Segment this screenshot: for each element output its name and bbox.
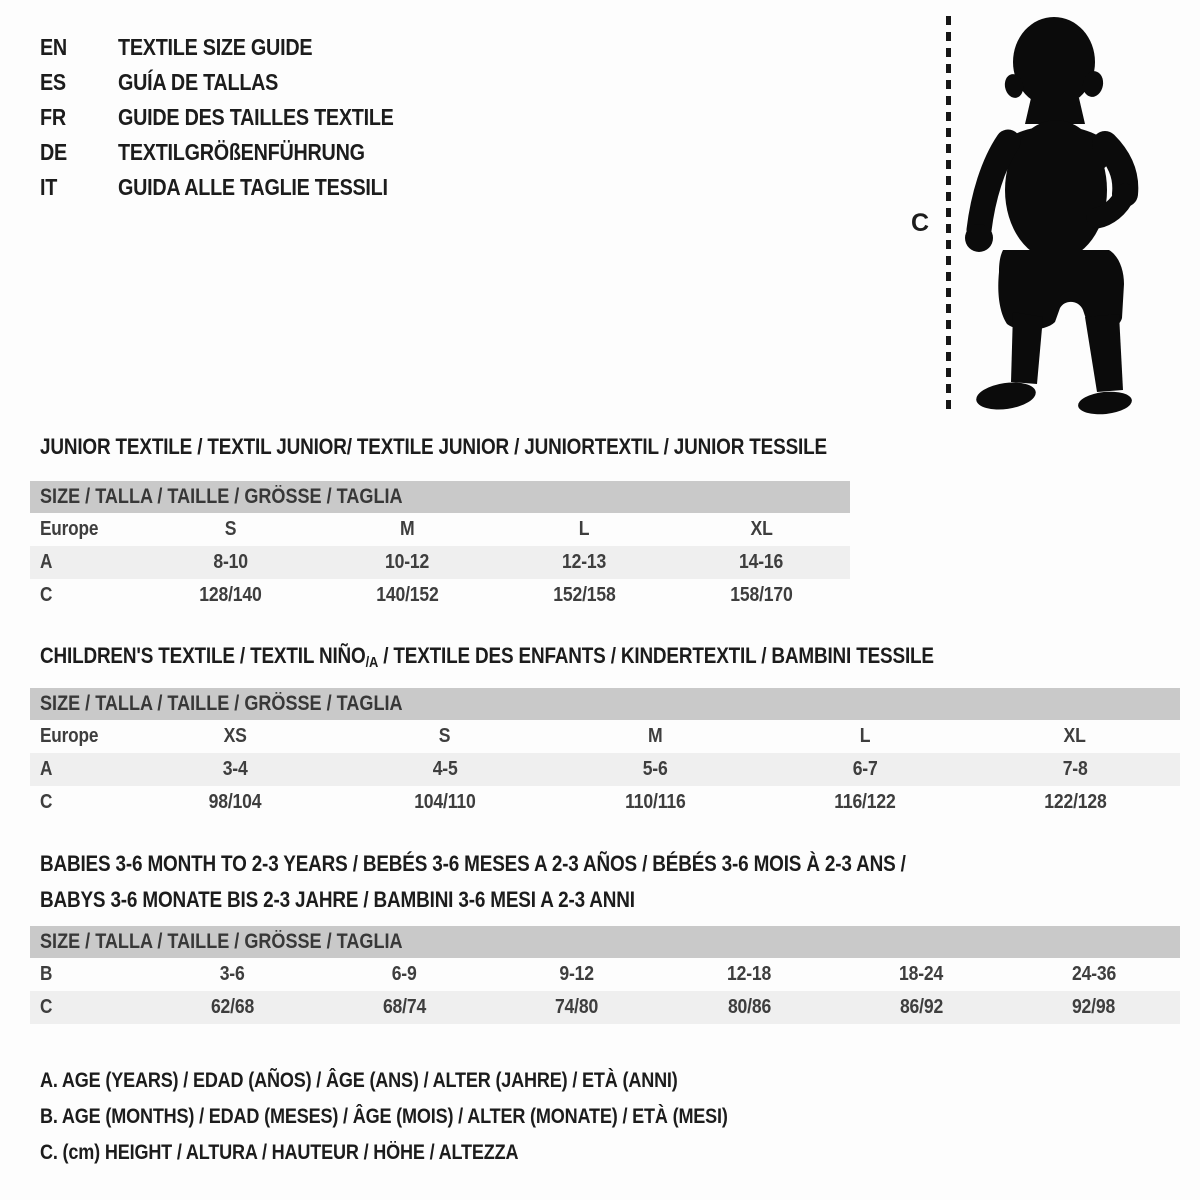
language-code-text: ES	[40, 69, 66, 95]
size-header-bar	[30, 926, 1180, 958]
value-cell	[760, 753, 970, 786]
value-cell	[491, 991, 663, 1024]
legend-line-a	[40, 1064, 781, 1098]
cell-text: 86/92	[899, 996, 944, 1018]
value-cell	[970, 753, 1180, 786]
cell-text: B	[40, 963, 53, 985]
language-title	[118, 170, 432, 205]
size-cell	[550, 720, 760, 753]
table-row	[30, 579, 850, 612]
value-cell	[318, 958, 490, 991]
language-code-text: FR	[40, 104, 66, 130]
cell-text: 8-10	[213, 551, 248, 573]
cell-text: XL	[1063, 725, 1087, 747]
cell-text: 24-36	[1071, 963, 1116, 985]
cell-text: S	[439, 725, 451, 747]
cell-text: 140/152	[376, 584, 439, 606]
height-measure-label: C	[911, 209, 930, 237]
cell-text: S	[224, 518, 237, 540]
value-cell	[663, 991, 835, 1024]
value-cell	[835, 991, 1007, 1024]
size-cell	[760, 720, 970, 753]
title-prefix: CHILDREN'S TEXTILE / TEXTIL NIÑO	[40, 643, 366, 668]
row-label-cell	[30, 958, 146, 991]
cell-text: Europe	[40, 725, 99, 747]
children-table-title-text	[40, 642, 934, 673]
height-measure-line	[946, 16, 951, 416]
value-cell	[130, 753, 340, 786]
language-code-text: DE	[40, 139, 67, 165]
size-cell	[970, 720, 1180, 753]
table-row	[30, 513, 850, 546]
toddler-silhouette	[953, 12, 1153, 416]
babies-table-title-line2: BABYS 3-6 MONATE BIS 2-3 JAHRE / BAMBINI 3-6 MESI A 2-3 ANNI	[40, 887, 635, 912]
row-label-cell	[30, 513, 142, 546]
cell-text: 98/104	[208, 791, 262, 813]
value-cell	[340, 753, 550, 786]
size-cell	[496, 513, 673, 546]
language-code	[40, 135, 71, 170]
legend-line-a-text: A. AGE (YEARS) / EDAD (AÑOS) / ÂGE (ANS) / ALTER (JAHRE) / ETÀ (ANNI)	[40, 1069, 678, 1092]
cell-text: C	[40, 996, 53, 1018]
row-label-cell	[30, 753, 130, 786]
cell-text: 6-9	[392, 963, 417, 985]
cell-text: XS	[223, 725, 247, 747]
title-suffix: / TEXTILE DES ENFANTS / KINDERTEXTIL / BAMBINI TESSILE	[378, 643, 934, 668]
cell-text: 10-12	[385, 551, 430, 573]
table-row	[30, 991, 1180, 1024]
cell-text: A	[40, 758, 53, 780]
cell-text: C	[40, 791, 53, 813]
language-code-text: EN	[40, 34, 67, 60]
language-code	[40, 30, 71, 65]
cell-text: 6-7	[852, 758, 878, 780]
size-cell	[142, 513, 319, 546]
size-cell	[340, 720, 550, 753]
cell-text: 4-5	[432, 758, 458, 780]
cell-text: 12-18	[727, 963, 772, 985]
value-cell	[340, 786, 550, 819]
cell-text: 12-13	[562, 551, 607, 573]
cell-text: 80/86	[727, 996, 771, 1018]
cell-text: 104/110	[414, 791, 476, 813]
language-code	[40, 65, 70, 100]
value-cell	[130, 786, 340, 819]
cell-text: 68/74	[382, 996, 427, 1018]
value-cell	[319, 579, 496, 612]
cell-text: M	[647, 725, 663, 747]
language-title	[118, 100, 439, 135]
table-row	[30, 958, 1180, 991]
table-row	[30, 720, 1180, 753]
table-row	[30, 786, 1180, 819]
children-table-title	[40, 642, 1079, 673]
table-row	[30, 546, 850, 579]
value-cell	[142, 546, 319, 579]
value-cell	[146, 991, 318, 1024]
cell-text: 110/116	[624, 791, 686, 813]
language-code	[40, 170, 60, 205]
value-cell	[760, 786, 970, 819]
cell-text: Europe	[40, 518, 99, 540]
junior-table-title-text: JUNIOR TEXTILE / TEXTIL JUNIOR/ TEXTILE JUNIOR / JUNIORTEXTIL / JUNIOR TESSILE	[40, 434, 827, 459]
language-code	[40, 100, 70, 135]
row-label-cell	[30, 720, 130, 753]
size-cell	[319, 513, 496, 546]
cell-text: 74/80	[555, 996, 599, 1018]
language-title-text: GUIDA ALLE TAGLIE TESSILI	[118, 174, 388, 200]
legend-line-c	[40, 1136, 596, 1170]
size-header-bar	[30, 688, 1180, 720]
junior-table-title	[40, 433, 955, 461]
value-cell	[491, 958, 663, 991]
legend-line-c-text: C. (cm) HEIGHT / ALTURA / HAUTEUR / HÖHE / ALTEZZA	[40, 1141, 519, 1164]
cell-text: 116/122	[834, 791, 896, 813]
cell-text: L	[859, 725, 871, 747]
language-title-text: TEXTILGRÖßENFÜHRUNG	[118, 139, 365, 165]
value-cell	[550, 786, 760, 819]
value-cell	[496, 579, 673, 612]
legend-line-b	[40, 1100, 840, 1134]
babies-table-title-line1: BABIES 3-6 MONTH TO 2-3 YEARS / BEBÉS 3-6 MESES A 2-3 AÑOS / BÉBÉS 3-6 MOIS À 2-3 ANS /	[40, 851, 906, 876]
cell-text: 62/68	[210, 996, 254, 1018]
size-cell	[130, 720, 340, 753]
cell-text: 122/128	[1043, 791, 1107, 813]
size-header-text: SIZE / TALLA / TAILLE / GRÖSSE / TAGLIA	[40, 692, 403, 715]
cell-text: 9-12	[559, 963, 595, 985]
value-cell	[142, 579, 319, 612]
language-title-text: GUÍA DE TALLAS	[118, 69, 279, 95]
cell-text: 3-4	[222, 758, 248, 780]
cell-text: 152/158	[553, 584, 616, 606]
value-cell	[970, 786, 1180, 819]
cell-text: C	[40, 584, 53, 606]
row-label-cell	[30, 786, 130, 819]
cell-text: 92/98	[1072, 996, 1116, 1018]
value-cell	[496, 546, 673, 579]
cell-text: 158/170	[730, 584, 793, 606]
size-header-text: SIZE / TALLA / TAILLE / GRÖSSE / TAGLIA	[40, 485, 403, 508]
value-cell	[319, 546, 496, 579]
language-title	[118, 65, 304, 100]
cell-text: 3-6	[219, 963, 245, 985]
language-title	[118, 135, 405, 170]
size-header-text: SIZE / TALLA / TAILLE / GRÖSSE / TAGLIA	[40, 930, 403, 953]
size-header-bar	[30, 481, 850, 513]
row-label-cell	[30, 991, 146, 1024]
cell-text: A	[40, 551, 53, 573]
table-row	[30, 753, 1180, 786]
title-subscript: /A	[365, 654, 379, 671]
cell-text: XL	[750, 518, 773, 540]
cell-text: L	[579, 518, 590, 540]
babies-table-title	[40, 846, 1047, 918]
language-title	[118, 30, 344, 65]
value-cell	[550, 753, 760, 786]
row-label-cell	[30, 546, 142, 579]
value-cell	[835, 958, 1007, 991]
language-title-text: TEXTILE SIZE GUIDE	[118, 34, 313, 60]
row-label-cell	[30, 579, 142, 612]
cell-text: 5-6	[642, 758, 668, 780]
language-title-text: GUIDE DES TAILLES TEXTILE	[118, 104, 394, 130]
value-cell	[1008, 991, 1180, 1024]
cell-text: 14-16	[739, 551, 784, 573]
cell-text: 128/140	[199, 584, 262, 606]
value-cell	[673, 546, 850, 579]
cell-text: M	[400, 518, 415, 540]
value-cell	[318, 991, 490, 1024]
language-code-text: IT	[40, 174, 58, 200]
value-cell	[673, 579, 850, 612]
value-cell	[146, 958, 318, 991]
value-cell	[663, 958, 835, 991]
size-cell	[673, 513, 850, 546]
cell-text: 18-24	[899, 963, 944, 985]
legend-line-b-text: B. AGE (MONTHS) / EDAD (MESES) / ÂGE (MOIS) / ALTER (MONATE) / ETÀ (MESI)	[40, 1105, 728, 1128]
value-cell	[1008, 958, 1180, 991]
cell-text: 7-8	[1062, 758, 1088, 780]
